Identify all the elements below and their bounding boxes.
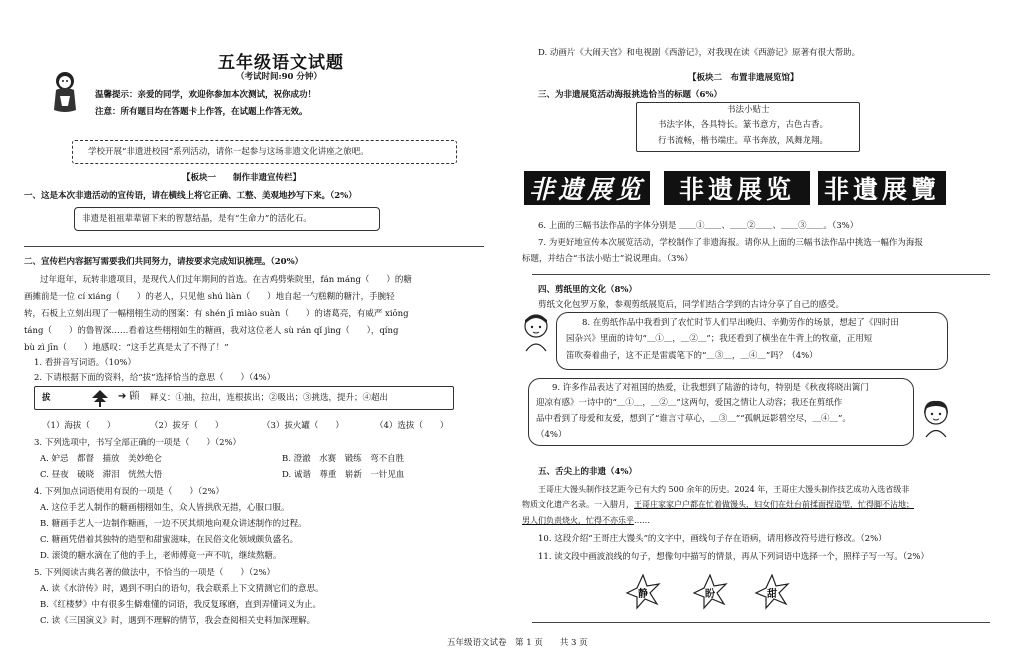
question-5: 五、舌尖上的非遗（4%） (538, 467, 637, 477)
passage-line-4: táng（ ）的鲁智深……看着这些栩栩如生的糖画，我对这位老人 sù rán qǐ jìng（ ），qíng (24, 326, 399, 336)
answer-line-11 (532, 622, 990, 623)
option-4d: D. 滚烫的糖水滴在了他的手上，老师傅竟一声不吭，继续熬糖。 (40, 551, 282, 561)
passage-line-5: bù zì jīn（ ）地感叹：“这手艺真是太了不得了！” (24, 343, 229, 353)
question-3: 三、为非遗展览活动海报挑选恰当的标题（6%） (538, 90, 722, 100)
tip-box-title: 书法小贴士 (727, 105, 770, 115)
tree-icon (88, 388, 112, 408)
question-2: 二、宣传栏内容据写需要我们共同努力，请按要求完成知识梳理。（20%） (24, 257, 304, 267)
sub-question-5: 5. 下列阅读古典名著的做法中，不恰当的一项是（ ）（2%） (34, 568, 276, 578)
note-text: 注意：所有题目均在答题卡上作答，在试题上作答无效。 (95, 107, 308, 117)
ba-option-3: （3）拔火罐（ ） (262, 421, 344, 431)
boy-avatar (520, 312, 552, 352)
question-8-line-1: 8. 在剪纸作品中我看到了农忙时节人们早出晚归、辛勤劳作的场景，想起了《四时田 (582, 318, 899, 328)
passage-2-text: 物质文化遗产名录。一入腊月， (522, 500, 634, 509)
option-4a: A. 这位手艺人制作的糖画栩栩如生，众人皆拱欣无措，心服口服。 (40, 503, 290, 513)
passage-line-3: 转，石板上立刻出现了一幅栩栩生动的图案：有 shén jī miào suàn（ ）的诸葛亮，有威严 xiōng (24, 309, 409, 319)
question-9-line-1: 9. 许多作品表达了对祖国的热爱，让我想到了陆游的诗句，特别是《秋夜将晓出篱门 (552, 383, 869, 393)
calligraphy-sample-3: 非遺展覽 (818, 171, 946, 205)
ba-char: 拔 (42, 393, 51, 403)
question-4: 四、剪纸里的文化（8%） (538, 285, 637, 295)
question-7-line-2: 标题，并结合“书法小贴士”说说理由。（3%） (522, 254, 693, 264)
page-footer: 五年级语文试卷 第 1 页 共 3 页 (447, 638, 588, 648)
intro-text: 学校开展“非遗进校园”系列活动，请你一起参与这场非遗文化讲座之旅吧。 (88, 147, 369, 157)
question-9-line-4: （4%） (536, 430, 567, 440)
question-1: 一、这是本次非遗活动的宣传语，请在横线上将它正确、工整、美观地抄写下来。（2%） (24, 191, 357, 201)
question-8-line-3: 笛吹奏着曲子，这不正是雷震笔下的“＿③＿，＿④＿”吗？（4%） (566, 351, 818, 361)
left-column (0, 0, 505, 650)
ba-definition: 释义：①抽，拉出，连根拔出；②吸出；③挑选，提升；④超出 (150, 393, 389, 403)
passage-3-text: …… (634, 516, 650, 525)
ba-option-4: （4）选拔（ ） (375, 421, 449, 431)
option-3a: A. 妒忌 都督 描放 美妙绝仑 (40, 454, 163, 464)
ba-glyph: ➔ 𢩡 (118, 391, 140, 402)
passage-2-underlined: 王哥庄家家户户都在忙着做馒头，妇女们在灶台前揉面捏造型，忙得脚不沾地； (634, 500, 914, 509)
option-3c: C. 昼夜 破晓 滞泪 恍然大悟 (40, 470, 163, 480)
calligraphy-sample-2: 非遗展览 (664, 171, 810, 205)
slogan-text: 非遗是祖祖辈辈留下来的智慧结晶，是有“生命力”的活化石。 (82, 214, 312, 224)
exam-time: （考试时间:90 分钟） (236, 72, 322, 82)
star-word-2-text: 盼 (705, 588, 715, 600)
block1-title: 【板块一 制作非遗宣传栏】 (182, 173, 302, 183)
question-11: 11. 读文段中画波浪线的句子，想像句中描写的情景，再从下列词语中选择一个，照样子写一写。（2%） (538, 552, 929, 562)
answer-line (24, 246, 484, 247)
question-9-line-3: 品中看到了母爱和友爱，想到了“谁言寸草心，＿③＿”“孤帆远影碧空尽，＿④＿”。 (536, 414, 851, 424)
question-4-intro: 剪纸文化包罗万象，参观剪纸展览后，同学们结合学到的古诗分享了自己的感受。 (538, 300, 845, 310)
calligraphy-sample-1: 非遗展览 (524, 171, 650, 205)
question-6: 6. 上面的三幅书法作品的字体分别是 ＿＿①＿＿、＿＿②＿＿、＿＿③＿＿。（3%） (538, 221, 859, 231)
question-8-line-2: 园杂兴》里面的诗句“＿①＿，＿②＿”；我还看到了横坐在牛背上的牧童，正用短 (566, 334, 873, 344)
option-4c: C. 糖画凭借着其独特的造型和甜蜜滋味，在民俗文化领域颇负盛名。 (40, 535, 299, 545)
passage-line-2: 画摊前是一位 cí xiáng（ ）的老人，只见他 shú liàn（ ）地自起一勺糕糊的糖汁，手腕轻 (24, 292, 395, 302)
block2-title: 【板块二 布置非遗展览馆】 (688, 73, 799, 83)
sub-question-4: 4. 下列加点词语使用有误的一项是（ ）（2%） (34, 487, 225, 497)
passage-line-1: 过年逛年，玩转非遗项目，是现代人们过年期间的首选。在吉鸡劈柴院里，fán máng（ ）的糖 (40, 275, 412, 285)
option-3b: B. 澄澈 水赛 锻练 弯不自胜 (282, 454, 405, 464)
sub-question-1: 1. 看拼音写词语。（10%） (34, 358, 136, 368)
star-word-1-text: 静 (638, 588, 648, 600)
tip-text: 温馨提示：亲爱的同学，欢迎你参加本次测试，祝你成功！ (95, 90, 317, 100)
mascot-illustration (50, 70, 80, 114)
right-column (512, 0, 1017, 650)
option-4b: B. 糖画手艺人一边制作糖画，一边不厌其烦地向观众讲述制作的过程。 (40, 519, 307, 529)
star-word-3-text: 甜 (767, 588, 777, 600)
option-3d: D. 诚谐 尊重 崭新 一针见血 (282, 470, 405, 480)
tip-box-line-2: 行书流畅，楷书端庄。草书奔放，风舞龙翔。 (658, 136, 829, 146)
star-word-2 (692, 574, 728, 610)
question-9-line-2: 迎凉有感》一诗中的“＿①＿，＿②＿”这两句，爱国之情让人动容；我还在剪纸作 (536, 398, 843, 408)
ba-option-2: （2）拔牙（ ） (150, 421, 224, 431)
tip-box-line-1: 书法字体，各具特长。篆书意方，古色古香。 (658, 120, 829, 130)
question-5-passage-1: 王哥庄大馒头制作技艺距今已有大约 500 余年的历史。2024 年，王哥庄大馒头制作技艺成功入选省级非 (538, 485, 910, 494)
question-5-passage-2 (522, 499, 914, 511)
sub-question-3: 3. 下列选项中，书写全部正确的一项是（ ）（2%） (34, 438, 242, 448)
ba-option-1: （1）海拔（ ） (42, 421, 116, 431)
passage-3-underlined: 男人们负责烧火，忙得不亦乐乎 (522, 516, 634, 525)
star-word-1 (625, 574, 661, 610)
answer-line-7 (532, 274, 990, 275)
question-7-line-1: 7. 为更好地宣传本次展览活动，学校制作了非遗海报。请你从上面的三幅书法作品中挑选一幅作为海报 (538, 238, 923, 248)
option-5b: B.《红楼梦》中有很多生僻难懂的词语，我反复琢磨，直到弄懂词义为止。 (40, 600, 321, 610)
option-5a: A. 读《水浒传》时，遇到不明白的语句，我会联系上下文猜测它们的意思。 (40, 584, 324, 594)
sub-question-2: 2. 下请根据下面的资料，给“拔”选择恰当的意思（ ）（4%） (34, 373, 276, 383)
question-10: 10. 这段介绍“王哥庄大馒头”的文字中，画线句子存在语病，请用修改符号进行修改。（2%） (538, 534, 887, 544)
exam-title: 五年级语文试题 (218, 53, 344, 73)
star-word-3 (754, 574, 790, 610)
question-5-passage-3 (522, 515, 650, 527)
option-5c: C. 读《三国演义》时，遇到不理解的情节，我会查阅相关史料加深理解。 (40, 616, 316, 626)
girl-avatar (920, 398, 952, 438)
option-5d: D. 动画片《大闹天宫》和电视剧《西游记》，对我现在读《西游记》原著有很大帮助。 (538, 48, 861, 58)
